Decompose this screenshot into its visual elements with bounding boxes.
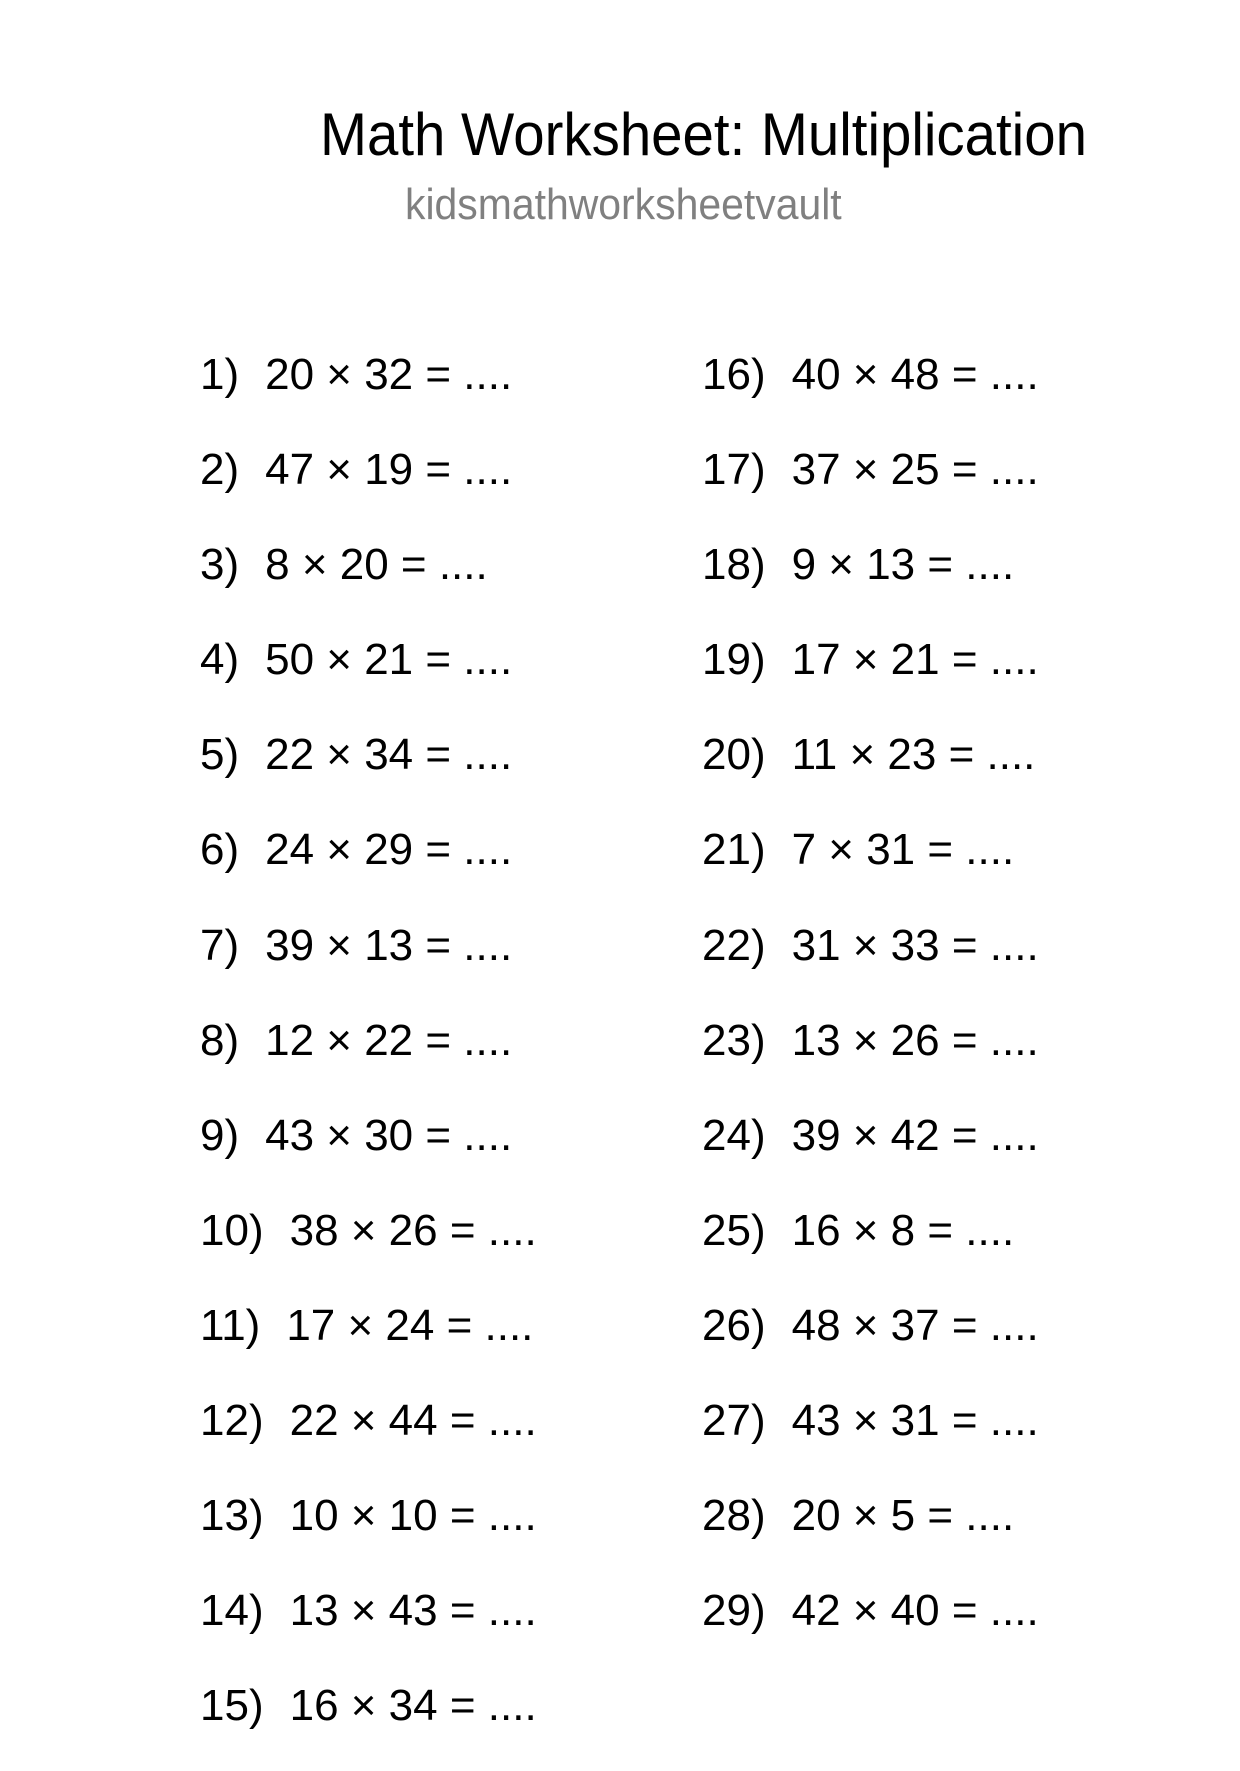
problem-item xyxy=(702,1581,1039,1676)
problem-expression: 48 × 37 = .... xyxy=(791,1300,1039,1350)
problem-expression: 20 × 32 = .... xyxy=(265,350,513,399)
problem-item xyxy=(702,630,1039,725)
problem-item xyxy=(702,1106,1039,1201)
problem-item xyxy=(200,1581,537,1676)
problem-number: 27) xyxy=(702,1396,766,1446)
problems-column-left xyxy=(200,345,537,1771)
problem-item xyxy=(702,820,1039,915)
problem-number: 22) xyxy=(702,920,766,970)
problem-item xyxy=(200,1011,537,1106)
problem-expression: 7 × 31 = .... xyxy=(791,825,1015,875)
problem-item xyxy=(200,630,537,725)
problem-number: 24) xyxy=(702,1110,766,1160)
problem-number: 11) xyxy=(200,1300,261,1350)
problem-expression: 37 × 25 = .... xyxy=(791,445,1039,495)
problem-expression: 40 × 48 = .... xyxy=(791,350,1039,399)
problem-expression: 39 × 13 = .... xyxy=(265,920,513,970)
problem-item xyxy=(200,1201,537,1296)
problem-item xyxy=(702,535,1039,630)
problem-number: 6) xyxy=(200,825,240,875)
problem-expression: 16 × 8 = .... xyxy=(791,1205,1015,1255)
problem-number: 8) xyxy=(200,1015,240,1065)
worksheet-title: Math Worksheet: Multiplication xyxy=(320,101,1087,168)
problem-number: 28) xyxy=(702,1491,766,1541)
problem-number: 13) xyxy=(200,1491,264,1541)
problem-expression: 16 × 34 = .... xyxy=(289,1681,537,1731)
problem-number: 23) xyxy=(702,1015,766,1065)
problem-item xyxy=(200,725,537,820)
problem-expression: 17 × 24 = .... xyxy=(286,1300,534,1350)
problems-column-right xyxy=(702,345,1039,1676)
problem-number: 9) xyxy=(200,1110,240,1160)
problem-expression: 50 × 21 = .... xyxy=(265,635,513,685)
problem-number: 4) xyxy=(200,635,240,685)
problem-number: 18) xyxy=(702,540,766,590)
problem-number: 15) xyxy=(200,1681,264,1731)
problem-number: 2) xyxy=(200,445,240,495)
problem-item xyxy=(200,1676,537,1771)
problem-item xyxy=(702,440,1039,535)
problem-item xyxy=(200,440,537,535)
problem-item xyxy=(702,725,1039,820)
problem-item xyxy=(200,1391,537,1486)
problem-number: 17) xyxy=(702,445,766,495)
problem-number: 10) xyxy=(200,1205,264,1255)
problem-number: 19) xyxy=(702,635,766,685)
problem-item xyxy=(200,1106,537,1201)
problem-expression: 38 × 26 = .... xyxy=(289,1205,537,1255)
problem-number: 16) xyxy=(702,350,766,399)
problem-number: 3) xyxy=(200,540,240,590)
problem-expression: 47 × 19 = .... xyxy=(265,445,513,495)
problem-item xyxy=(200,1486,537,1581)
problem-number: 5) xyxy=(200,730,240,780)
problem-expression: 24 × 29 = .... xyxy=(265,825,513,875)
problem-item xyxy=(200,820,537,915)
problem-expression: 39 × 42 = .... xyxy=(791,1110,1039,1160)
problem-expression: 9 × 13 = .... xyxy=(791,540,1015,590)
problem-expression: 43 × 31 = .... xyxy=(791,1396,1039,1446)
problem-number: 14) xyxy=(200,1586,264,1636)
problem-number: 25) xyxy=(702,1205,766,1255)
problem-number: 12) xyxy=(200,1396,264,1446)
problem-item xyxy=(702,345,1039,440)
problem-expression: 11 × 23 = .... xyxy=(791,730,1036,780)
problem-item xyxy=(702,1011,1039,1106)
problem-expression: 20 × 5 = .... xyxy=(791,1491,1015,1541)
problem-number: 21) xyxy=(702,825,766,875)
problem-item xyxy=(702,1296,1039,1391)
problem-number: 1) xyxy=(200,350,240,399)
problem-item xyxy=(702,916,1039,1011)
problem-expression: 17 × 21 = .... xyxy=(791,635,1039,685)
problem-expression: 22 × 44 = .... xyxy=(289,1396,537,1446)
problem-expression: 31 × 33 = .... xyxy=(791,920,1039,970)
problem-item xyxy=(702,1486,1039,1581)
problem-expression: 13 × 26 = .... xyxy=(791,1015,1039,1065)
problem-expression: 22 × 34 = .... xyxy=(265,730,513,780)
problem-expression: 10 × 10 = .... xyxy=(289,1491,537,1541)
problem-expression: 43 × 30 = .... xyxy=(265,1110,513,1160)
problem-number: 20) xyxy=(702,730,766,780)
problem-number: 29) xyxy=(702,1586,766,1636)
problem-item xyxy=(200,916,537,1011)
worksheet-subtitle: kidsmathworksheetvault xyxy=(405,180,842,229)
problem-item xyxy=(702,1391,1039,1486)
problem-item xyxy=(200,535,537,630)
problem-expression: 8 × 20 = .... xyxy=(265,540,488,590)
problem-number: 7) xyxy=(200,920,240,970)
problem-number: 26) xyxy=(702,1300,766,1350)
problem-expression: 12 × 22 = .... xyxy=(265,1015,513,1065)
problem-expression: 42 × 40 = .... xyxy=(791,1586,1039,1636)
problem-item xyxy=(200,345,537,440)
problem-item xyxy=(702,1201,1039,1296)
problem-item xyxy=(200,1296,537,1391)
problem-expression: 13 × 43 = .... xyxy=(289,1586,537,1636)
